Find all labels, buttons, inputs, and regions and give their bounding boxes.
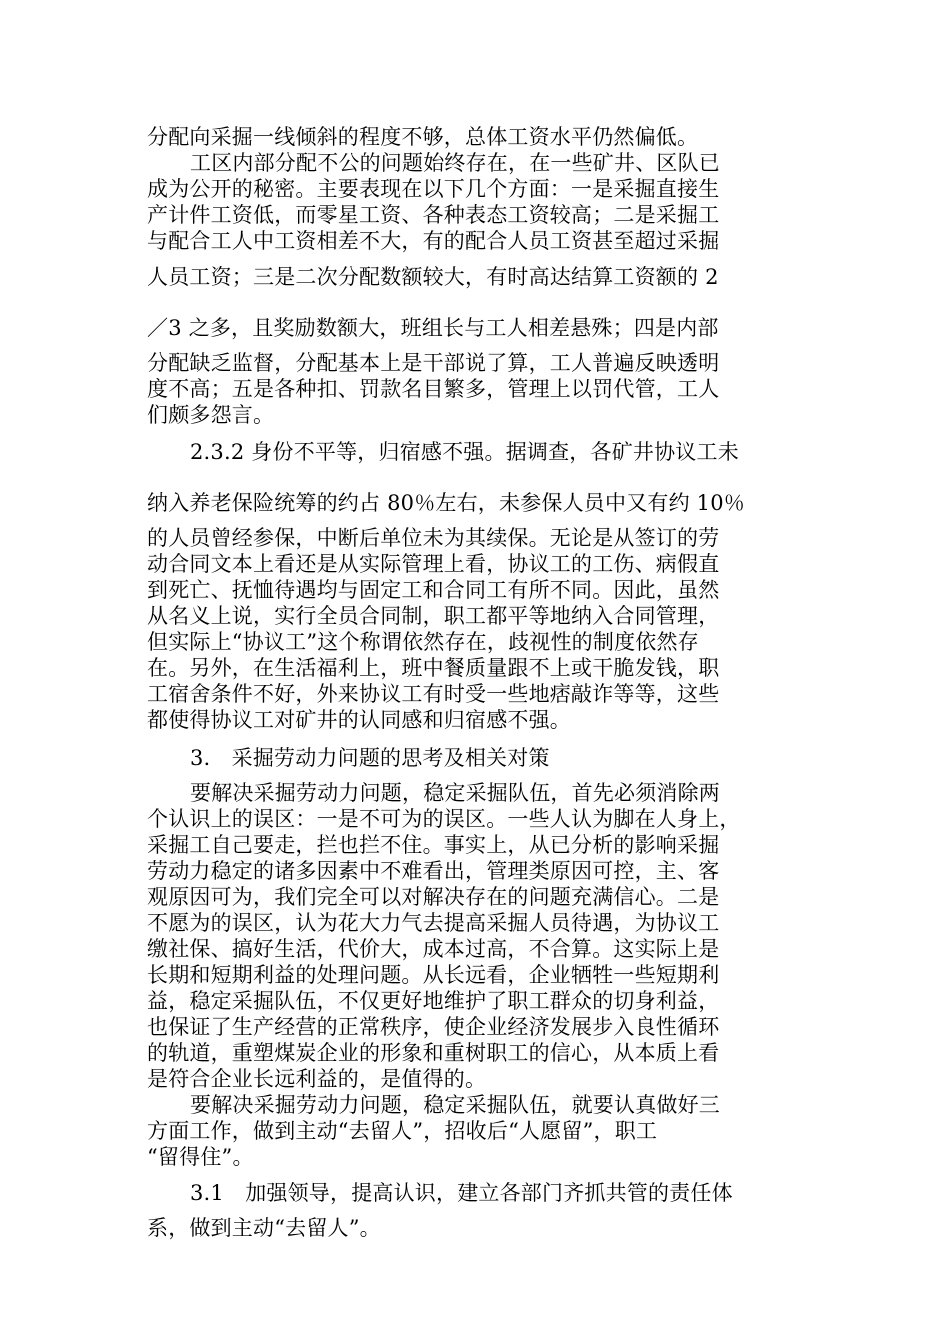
paragraph-line: 工宿舍条件不好，外来协议工有时受一些地痞敲诈等等，这些 bbox=[147, 682, 720, 706]
paragraph-line: 观原因可为，我们完全可以对解决存在的问题充满信心。二是 bbox=[147, 885, 720, 909]
paragraph-line: 到死亡、抚恤待遇均与固定工和合同工有所不同。因此，虽然 bbox=[147, 578, 720, 602]
paragraph-line: 2.3.2 身份不平等，归宿感不强。据调查，各矿井协议工未 bbox=[190, 440, 739, 464]
paragraph-line: 产计件工资低，而零星工资、各种表态工资较高；二是采掘工 bbox=[147, 203, 720, 227]
paragraph-line: 劳动力稳定的诸多因素中不难看出，管理类原因可控，主、客 bbox=[147, 859, 720, 883]
paragraph-line: 分配缺乏监督，分配基本上是干部说了算，工人普遍反映透明 bbox=[147, 351, 720, 375]
paragraph-line: 长期和短期利益的处理问题。从长远看，企业牺牲一些短期利 bbox=[147, 963, 720, 987]
paragraph-line: 要解决采掘劳动力问题，稳定采掘队伍，就要认真做好三 bbox=[190, 1093, 720, 1117]
paragraph-line: 在。另外，在生活福利上，班中餐质量跟不上或干脆发钱，职 bbox=[147, 656, 720, 680]
paragraph-line: ／3 之多，且奖励数额大，班组长与工人相差悬殊；四是内部 bbox=[147, 316, 719, 340]
paragraph-line: 系，做到主动“去留人”。 bbox=[147, 1216, 381, 1240]
paragraph-line: 分配向采掘一线倾斜的程度不够，总体工资水平仍然偏低。 bbox=[147, 125, 699, 149]
paragraph-line: 动合同文本上看还是从实际管理上看，协议工的工伤、病假直 bbox=[147, 552, 720, 576]
paragraph-line: 也保证了生产经营的正常秩序，使企业经济发展步入良性循环 bbox=[147, 1015, 720, 1039]
paragraph-line: 不愿为的误区，认为花大力气去提高采掘人员待遇，为协议工 bbox=[147, 911, 720, 935]
paragraph-line: “留得住”。 bbox=[147, 1145, 254, 1169]
paragraph-line: 们颇多怨言。 bbox=[147, 403, 275, 427]
paragraph-line: 工区内部分配不公的问题始终存在，在一些矿井、区队已 bbox=[190, 151, 720, 175]
paragraph-line: 成为公开的秘密。主要表现在以下几个方面：一是采掘直接生 bbox=[147, 177, 720, 201]
paragraph-line: 的人员曾经参保，中断后单位未为其续保。无论是从签订的劳 bbox=[147, 526, 720, 550]
paragraph-line: 采掘工自己要走，拦也拦不住。事实上，从已分析的影响采掘 bbox=[147, 833, 720, 857]
paragraph-line: 都使得协议工对矿井的认同感和归宿感不强。 bbox=[147, 708, 571, 732]
paragraph-line: 度不高；五是各种扣、罚款名目繁多，管理上以罚代管，工人 bbox=[147, 377, 720, 401]
paragraph-line: 个认识上的误区：一是不可为的误区。一些人认为脚在人身上， bbox=[147, 807, 741, 831]
section-heading: 3. 采掘劳动力问题的思考及相关对策 bbox=[190, 746, 550, 770]
paragraph-line: 方面工作，做到主动“去留人”，招收后“人愿留”，职工 bbox=[147, 1119, 658, 1143]
paragraph-line: 益，稳定采掘队伍，不仅更好地维护了职工群众的切身利益， bbox=[147, 989, 720, 1013]
paragraph-line: 从名义上说，实行全员合同制，职工都平等地纳入合同管理， bbox=[147, 604, 720, 628]
paragraph-line: 的轨道，重塑煤炭企业的形象和重树职工的信心，从本质上看 bbox=[147, 1041, 720, 1065]
section-heading: 3.1 加强领导，提高认识，建立各部门齐抓共管的责任体 bbox=[190, 1181, 733, 1205]
paragraph-line: 但实际上“协议工”这个称谓依然存在，歧视性的制度依然存 bbox=[147, 630, 699, 654]
paragraph-line: 人员工资；三是二次分配数额较大，有时高达结算工资额的 2 bbox=[147, 265, 719, 289]
paragraph-line: 与配合工人中工资相差不大，有的配合人员工资甚至超过采掘 bbox=[147, 229, 720, 253]
paragraph-line: 是符合企业长远利益的，是值得的。 bbox=[147, 1067, 487, 1091]
paragraph-line: 纳入养老保险统筹的约占 80％左右，未参保人员中又有约 10％ bbox=[147, 491, 745, 515]
paragraph-line: 缴社保、搞好生活，代价大，成本过高，不合算。这实际上是 bbox=[147, 937, 720, 961]
paragraph-line: 要解决采掘劳动力问题，稳定采掘队伍，首先必须消除两 bbox=[190, 781, 720, 805]
